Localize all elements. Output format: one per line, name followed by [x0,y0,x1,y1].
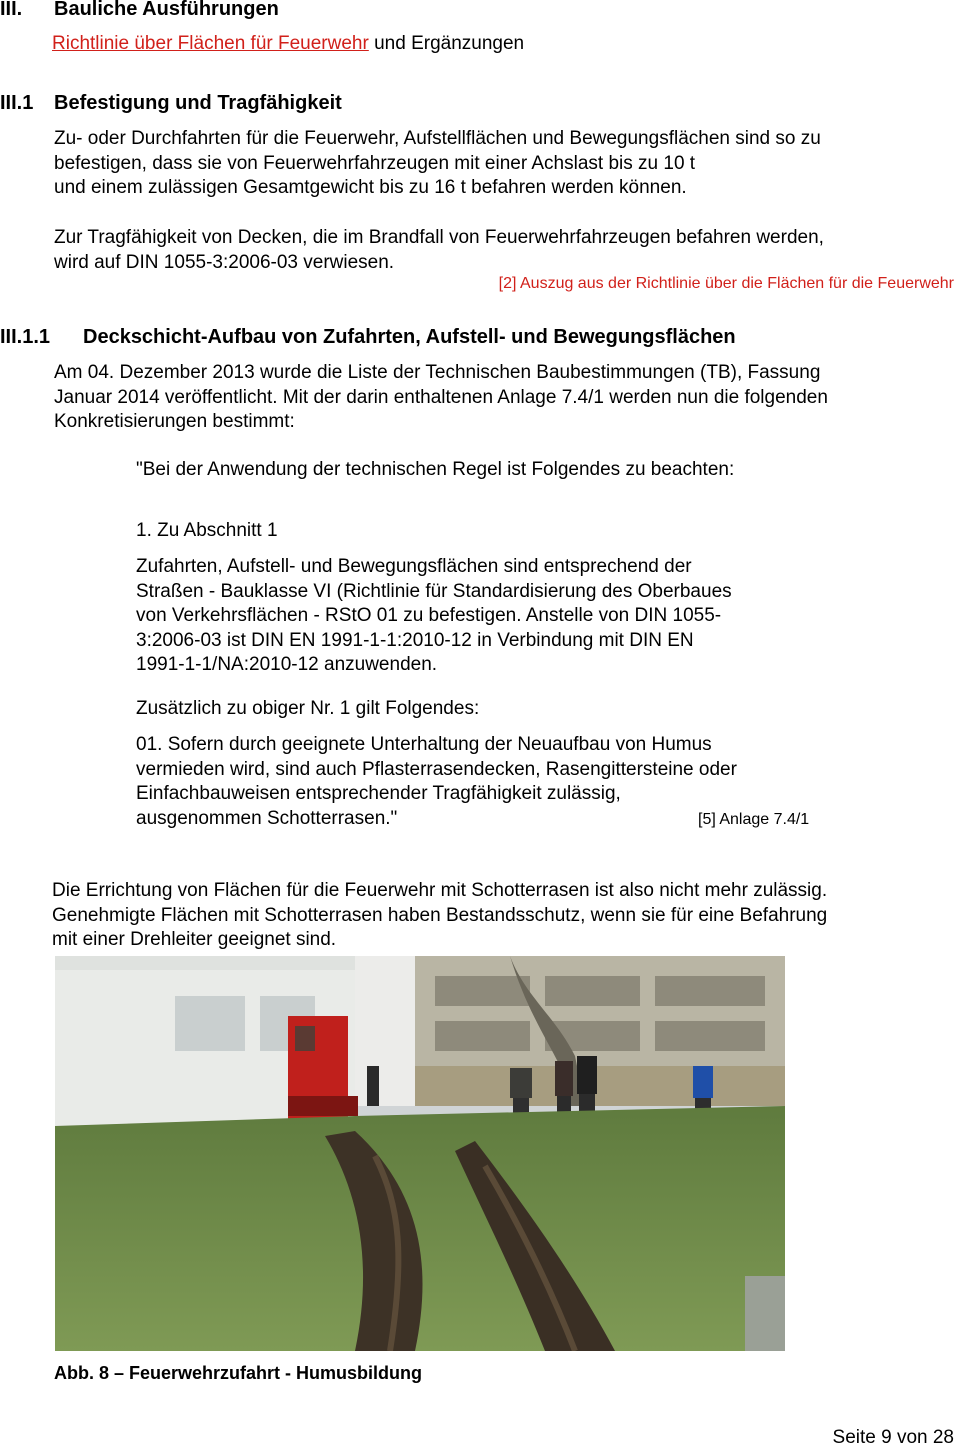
text-line: Konkretisierungen bestimmt: [54,411,295,432]
text-line: und einem zulässigen Gesamtgewicht bis zu 16 t befahren werden können. [54,177,687,198]
quote-heading: 1. Zu Abschnitt 1 [136,520,278,541]
subsubsection-number: III.1.1 [0,326,51,348]
text-line: 1991-1-1/NA:2010-12 anzuwenden. [136,654,438,675]
text-line: Einfachbauweisen entsprechender Tragfähigkeit zulässig, [136,783,621,804]
text-line: von Verkehrsflächen - RStO 01 zu befestigen. Anstelle von DIN 1055- [136,605,722,626]
link-suffix: und Ergänzungen [368,33,525,54]
text-line: Die Errichtung von Flächen für die Feuerwehr mit Schotterrasen ist also nicht mehr zulässig. [52,880,828,901]
text-line: ausgenommen Schotterrasen." [136,807,398,829]
subsection-title: Befestigung und Tragfähigkeit [54,92,342,114]
text-line: wird auf DIN 1055-3:2006-03 verwiesen. [54,251,395,273]
paragraph-tb-list [54,361,828,435]
guideline-link[interactable]: Richtlinie über Flächen für Feuerwehr [52,33,369,54]
text-line: befestigen, dass sie von Feuerwehrfahrzeugen mit einer Achslast bis zu 10 t [54,152,696,174]
quote-item [136,733,737,831]
page-number: Seite 9 von 28 [832,1427,954,1448]
quote-paragraph [136,555,732,678]
text-line: Genehmigte Flächen mit Schotterrasen haben Bestandsschutz, wenn sie für eine Befahrung [52,904,828,926]
figure-photo [55,956,785,1351]
figure-caption: Abb. 8 – Feuerwehrzufahrt - Humusbildung [54,1363,423,1383]
subsubsection-title: Deckschicht-Aufbau von Zufahrten, Aufstell- und Bewegungsflächen [83,326,736,348]
section-number: III. [0,0,23,20]
link-line [52,32,524,57]
source-reference: [2] Auszug aus der Richtlinie über die Flächen für die Feuerwehr [498,275,954,292]
text-line: Am 04. Dezember 2013 wurde die Liste der Technischen Baubestimmungen (TB), Fassung [54,362,821,383]
paragraph-ceiling-capacity [54,226,824,275]
text-line: 3:2006-03 ist DIN EN 1991-1-1:2010-12 in Verbindung mit DIN EN [136,629,694,651]
text-line: mit einer Drehleiter geeignet sind. [52,929,337,950]
section-title: Bauliche Ausführungen [54,0,279,20]
text-line: 01. Sofern durch geeignete Unterhaltung der Neuaufbau von Humus [136,734,712,755]
text-line: Zu- oder Durchfahrten für die Feuerwehr, Aufstellflächen und Bewegungsflächen sind so zu [54,128,821,149]
text-line: vermieden wird, sind auch Pflasterrasendecken, Rasengittersteine oder [136,758,737,780]
text-line: Januar 2014 veröffentlicht. Mit der darin enthaltenen Anlage 7.4/1 werden nun die folgenden [54,386,828,408]
text-line: Straßen - Bauklasse VI (Richtlinie für Standardisierung des Oberbaues [136,580,732,602]
quote-intro: "Bei der Anwendung der technischen Regel ist Folgendes zu beachten: [136,459,735,480]
subsection-number: III.1 [0,92,34,114]
paragraph-load-requirements [54,127,821,201]
paragraph-conclusion [52,879,827,953]
quote-additional: Zusätzlich zu obiger Nr. 1 gilt Folgendes: [136,698,480,719]
text-line: Zufahrten, Aufstell- und Bewegungsflächen sind entsprechend der [136,556,692,577]
quote-source: [5] Anlage 7.4/1 [698,811,810,828]
text-line: Zur Tragfähigkeit von Decken, die im Brandfall von Feuerwehrfahrzeugen befahren werden, [54,227,824,248]
